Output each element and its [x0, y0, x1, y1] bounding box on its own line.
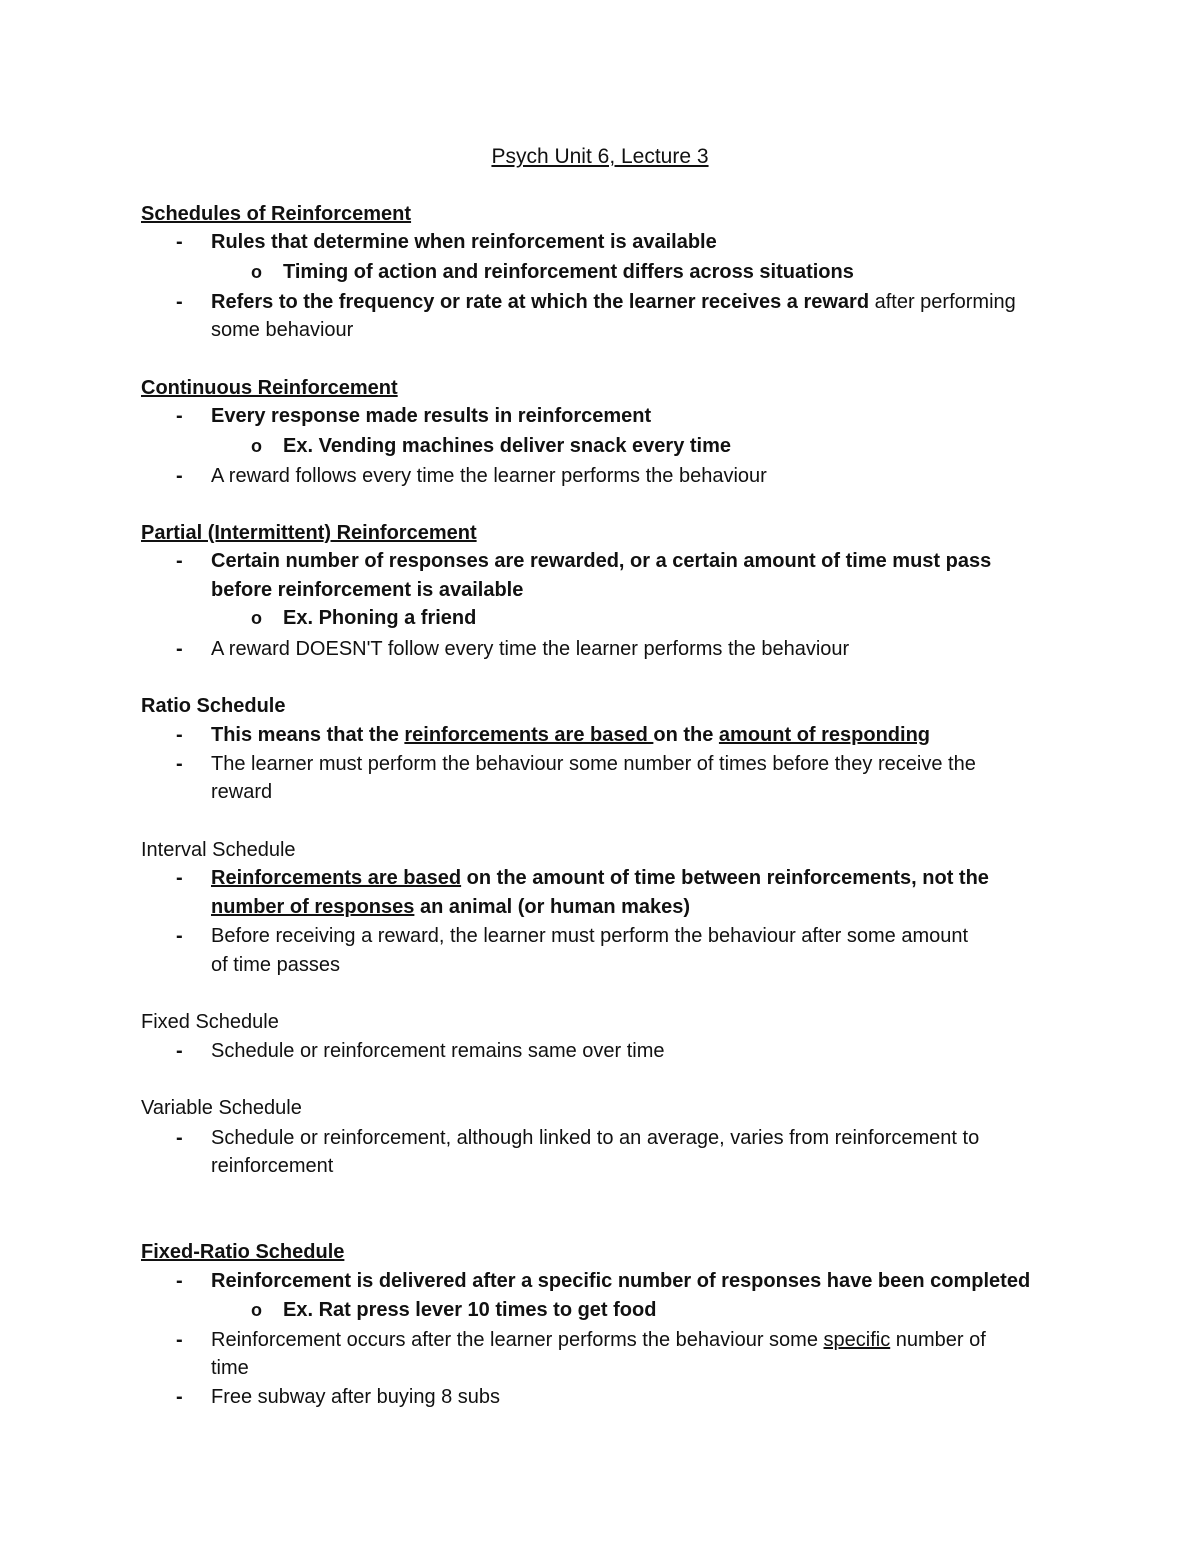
section-heading-partial: Partial (Intermittent) Reinforcement: [141, 522, 477, 544]
section-heading-interval: Interval Schedule: [141, 839, 296, 861]
bullet-text: Every response made results in reinforcement: [211, 405, 652, 427]
bullet-continuation: time: [211, 1357, 249, 1379]
bullet-continuation: [211, 893, 690, 921]
section-heading-fixed-ratio: Fixed-Ratio Schedule: [141, 1241, 345, 1263]
underlined-fragment: amount of responding: [718, 724, 931, 746]
sub-bullet-text: Ex. Phoning a friend: [283, 607, 477, 629]
bullet-continuation: some behaviour: [211, 319, 354, 341]
sub-bullet-circle: o: [251, 608, 262, 628]
section-heading-variable: Variable Schedule: [141, 1097, 302, 1119]
underlined-fragment: number of responses: [211, 896, 415, 918]
bullet-text: The learner must perform the behaviour some number of times before they receive the: [211, 753, 976, 775]
bullet-dash: -: [176, 1386, 183, 1408]
bullet-text: Rules that determine when reinforcement is available: [211, 231, 717, 253]
section-heading-ratio: Ratio Schedule: [141, 695, 286, 717]
bullet-continuation: reward: [211, 781, 273, 803]
sub-bullet-text: Ex. Rat press lever 10 times to get food: [283, 1299, 657, 1321]
underlined-fragment: specific: [823, 1329, 891, 1351]
plain-fragment: on the amount of time between reinforcements, not the: [461, 867, 989, 889]
bullet-dash: -: [176, 465, 183, 487]
bullet-continuation: before reinforcement is available: [211, 579, 524, 601]
bullet-dash: -: [176, 405, 183, 427]
plain-fragment: Reinforcement occurs after the learner performs the behaviour some: [211, 1329, 824, 1351]
bullet-text: [211, 1326, 986, 1354]
bullet-dash: -: [176, 925, 183, 947]
sub-bullet-text: Timing of action and reinforcement differs across situations: [283, 261, 854, 283]
bullet-text: [211, 721, 930, 749]
underlined-fragment: Reinforcements are based: [211, 867, 462, 889]
bullet-dash: -: [176, 1040, 183, 1062]
section-heading-continuous: Continuous Reinforcement: [141, 377, 398, 399]
section-heading-schedules: Schedules of Reinforcement: [141, 203, 412, 225]
section-heading-fixed: Fixed Schedule: [141, 1011, 279, 1033]
bullet-dash: -: [176, 291, 183, 313]
plain-fragment: This means that the: [211, 724, 405, 746]
bullet-text: Free subway after buying 8 subs: [211, 1386, 501, 1408]
sub-bullet-circle: o: [251, 1300, 262, 1320]
sub-bullet-text: Ex. Vending machines deliver snack every time: [283, 435, 731, 457]
bullet-text: [211, 864, 989, 892]
plain-fragment: an animal (or human makes): [414, 896, 691, 918]
bullet-text: Schedule or reinforcement remains same over time: [211, 1040, 665, 1062]
bullet-text: A reward follows every time the learner performs the behaviour: [211, 465, 767, 487]
bullet-dash: -: [176, 1127, 183, 1149]
plain-fragment: on the: [653, 724, 719, 746]
plain-fragment: number of: [890, 1329, 986, 1351]
bullet-continuation: reinforcement: [211, 1155, 334, 1177]
underlined-fragment: reinforcements are based: [404, 724, 654, 746]
bold-fragment: Refers to the frequency or rate at which the learner receives a reward: [211, 291, 870, 313]
bullet-dash: -: [176, 867, 183, 889]
bullet-text: Schedule or reinforcement, although linked to an average, varies from reinforcement to: [211, 1127, 980, 1149]
bullet-dash: -: [176, 1270, 183, 1292]
bullet-dash: -: [176, 724, 183, 746]
bullet-dash: -: [176, 753, 183, 775]
page-title: Psych Unit 6, Lecture 3: [491, 145, 709, 168]
bullet-dash: -: [176, 638, 183, 660]
bullet-continuation: of time passes: [211, 954, 340, 976]
bullet-text: Before receiving a reward, the learner must perform the behaviour after some amount: [211, 925, 969, 947]
bullet-text: Reinforcement is delivered after a specific number of responses have been completed: [211, 1270, 1031, 1292]
plain-fragment: after performing: [869, 291, 1016, 313]
bullet-dash: -: [176, 1329, 183, 1351]
sub-bullet-circle: o: [251, 436, 262, 456]
bullet-dash: -: [176, 550, 183, 572]
bullet-text: A reward DOESN'T follow every time the learner performs the behaviour: [211, 638, 850, 660]
bullet-text: [211, 288, 1016, 316]
bullet-dash: -: [176, 231, 183, 253]
sub-bullet-circle: o: [251, 262, 262, 282]
bullet-text: Certain number of responses are rewarded, or a certain amount of time must pass: [211, 550, 992, 572]
